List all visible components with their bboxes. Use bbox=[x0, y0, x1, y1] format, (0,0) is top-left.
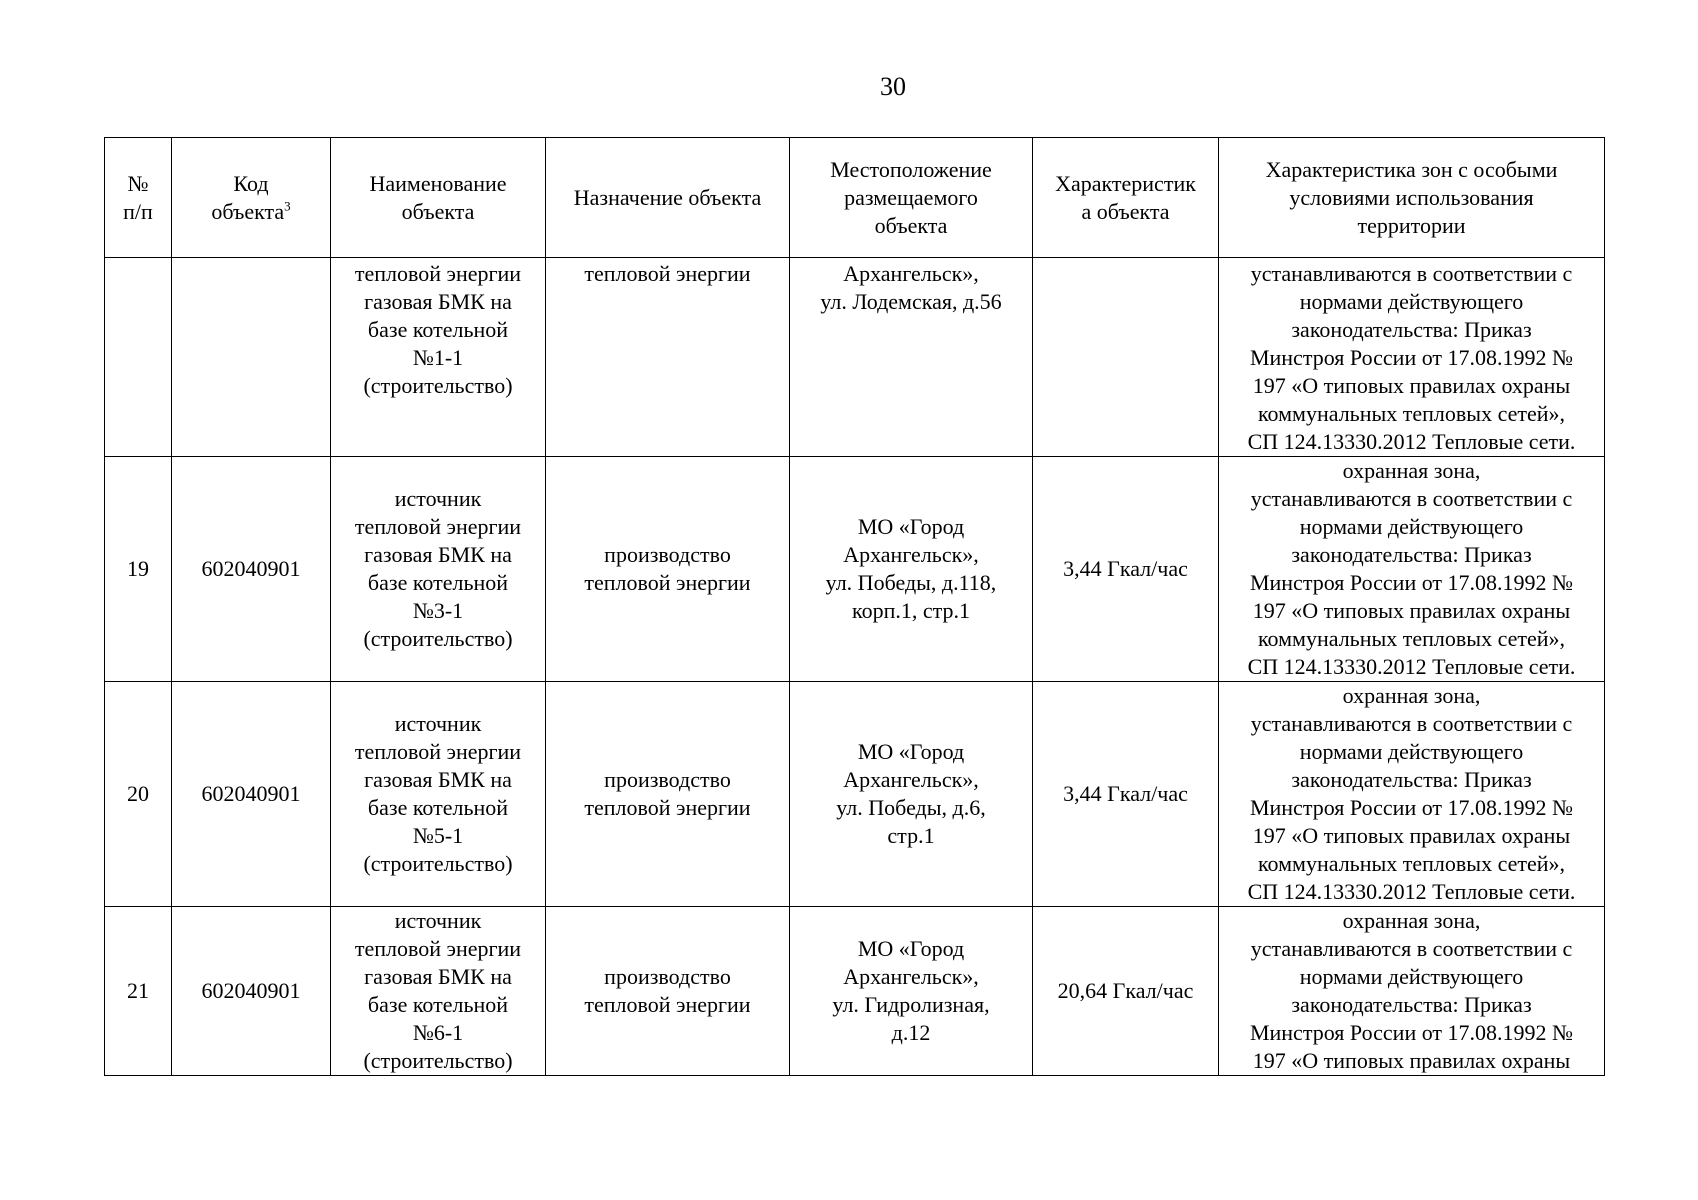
text-line: нормами действующего bbox=[1299, 964, 1524, 989]
header-purpose bbox=[546, 138, 790, 258]
text-line: тепловой энергии bbox=[584, 992, 751, 1017]
text-line: тепловой энергии bbox=[354, 514, 522, 539]
text-line: (строительство) bbox=[363, 626, 513, 651]
text-line: законодательства: Приказ bbox=[1291, 317, 1532, 342]
header-zones bbox=[1219, 138, 1605, 258]
text-line: законодательства: Приказ bbox=[1291, 542, 1532, 567]
page-number: 30 bbox=[880, 72, 906, 101]
text-line: тепловой энергии bbox=[354, 261, 522, 286]
text-line: 197 «О типовых правилах охраны bbox=[1252, 598, 1571, 623]
text-line: нормами действующего bbox=[1299, 739, 1524, 764]
text-line: объекта bbox=[874, 212, 948, 238]
text-line: Минстроя России от 17.08.1992 № bbox=[1249, 795, 1574, 820]
cell-zones bbox=[1219, 907, 1605, 1076]
text-line: нормами действующего bbox=[1299, 514, 1524, 539]
text-line: законодательства: Приказ bbox=[1291, 992, 1532, 1017]
cell-location bbox=[790, 682, 1033, 907]
text-line: Архангельск», bbox=[843, 767, 979, 792]
text-line: ул. Победы, д.118, bbox=[825, 570, 997, 595]
text-line: (строительство) bbox=[363, 373, 513, 398]
header-num bbox=[105, 138, 172, 258]
text-line: стр.1 bbox=[887, 823, 935, 848]
text-line: коммунальных тепловых сетей», bbox=[1257, 626, 1566, 651]
text-line: базе котельной bbox=[367, 570, 509, 595]
text-line: №3-1 bbox=[412, 598, 464, 623]
cell-zones bbox=[1219, 682, 1605, 907]
text-line: ул. Победы, д.6, bbox=[836, 795, 986, 820]
cell-num bbox=[105, 258, 172, 457]
cell-characteristic: 3,44 Гкал/час bbox=[1033, 682, 1219, 907]
text-line: МО «Город bbox=[857, 739, 965, 764]
text-line: Минстроя России от 17.08.1992 № bbox=[1249, 1020, 1574, 1045]
text-line: газовая БМК на bbox=[364, 767, 512, 792]
cell-purpose bbox=[546, 682, 790, 907]
header-code bbox=[172, 138, 331, 258]
text-line: условиями использования bbox=[1289, 184, 1534, 210]
cell-characteristic bbox=[1033, 258, 1219, 457]
text-line: СП 124.13330.2012 Тепловые сети. bbox=[1247, 654, 1576, 679]
text-line: Наименование bbox=[369, 170, 507, 196]
text-line: Архангельск», bbox=[843, 261, 979, 286]
text-line: №5-1 bbox=[412, 823, 464, 848]
text-line: источник bbox=[394, 908, 482, 933]
table-row bbox=[105, 258, 1605, 457]
cell-purpose bbox=[546, 907, 790, 1076]
cell-zones bbox=[1219, 258, 1605, 457]
cell-code: 602040901 bbox=[172, 907, 331, 1076]
text-line: (строительство) bbox=[363, 1048, 513, 1073]
cell-characteristic: 3,44 Гкал/час bbox=[1033, 457, 1219, 682]
header-location bbox=[790, 138, 1033, 258]
cell-code bbox=[172, 258, 331, 457]
cell-code: 602040901 bbox=[172, 457, 331, 682]
text-line: тепловой энергии bbox=[584, 795, 751, 820]
text-line: коммунальных тепловых сетей», bbox=[1257, 851, 1566, 876]
text-line: базе котельной bbox=[367, 317, 509, 342]
cell-num: 20 bbox=[105, 682, 172, 907]
text-line: ул. Гидролизная, bbox=[832, 992, 990, 1017]
table-row bbox=[105, 457, 1605, 682]
text-line: Минстроя России от 17.08.1992 № bbox=[1249, 345, 1574, 370]
text-line: тепловой энергии bbox=[584, 570, 751, 595]
text-line: базе котельной bbox=[367, 992, 509, 1017]
text-line: Минстроя России от 17.08.1992 № bbox=[1249, 570, 1574, 595]
text-line: Характеристика зон с особыми bbox=[1265, 156, 1558, 182]
text-line: размещаемого bbox=[844, 184, 978, 210]
text-line: (строительство) bbox=[363, 851, 513, 876]
objects-table bbox=[104, 137, 1605, 1076]
text-line: охранная зона, bbox=[1342, 458, 1481, 483]
text-line: ул. Лодемская, д.56 bbox=[820, 289, 1002, 314]
text-line: Архангельск», bbox=[843, 542, 979, 567]
text-line: тепловой энергии bbox=[584, 261, 751, 286]
header-name bbox=[331, 138, 546, 258]
text-line: 197 «О типовых правилах охраны bbox=[1252, 373, 1571, 398]
cell-code: 602040901 bbox=[172, 682, 331, 907]
text-line: коммунальных тепловых сетей», bbox=[1257, 401, 1566, 426]
table-row bbox=[105, 682, 1605, 907]
text-line: производство bbox=[604, 964, 731, 989]
cell-location bbox=[790, 907, 1033, 1076]
text-line: газовая БМК на bbox=[364, 964, 512, 989]
text-line: охранная зона, bbox=[1342, 908, 1481, 933]
text-line: газовая БМК на bbox=[364, 542, 512, 567]
cell-name bbox=[331, 682, 546, 907]
cell-name bbox=[331, 457, 546, 682]
text-line: №1-1 bbox=[412, 345, 464, 370]
text-line: производство bbox=[604, 767, 731, 792]
text-line: п/п bbox=[123, 198, 153, 224]
text-line: базе котельной bbox=[367, 795, 509, 820]
text-line: источник bbox=[394, 486, 482, 511]
text-line: устанавливаются в соответствии с bbox=[1250, 711, 1573, 736]
table-header-row bbox=[105, 138, 1605, 258]
cell-purpose bbox=[546, 258, 790, 457]
text-line: нормами действующего bbox=[1299, 289, 1524, 314]
text-line: тепловой энергии bbox=[354, 739, 522, 764]
cell-name bbox=[331, 258, 546, 457]
text-line: 197 «О типовых правилах охраны bbox=[1252, 823, 1571, 848]
table-row bbox=[105, 907, 1605, 1076]
text-line: МО «Город bbox=[857, 936, 965, 961]
text-line: 197 «О типовых правилах охраны bbox=[1252, 1048, 1571, 1073]
cell-purpose bbox=[546, 457, 790, 682]
text-line: источник bbox=[394, 711, 482, 736]
text-line: устанавливаются в соответствии с bbox=[1250, 936, 1573, 961]
text-line: устанавливаются в соответствии с bbox=[1250, 261, 1573, 286]
cell-num: 21 bbox=[105, 907, 172, 1076]
text-line: №6-1 bbox=[412, 1020, 464, 1045]
text-line: законодательства: Приказ bbox=[1291, 767, 1532, 792]
cell-num: 19 bbox=[105, 457, 172, 682]
cell-location bbox=[790, 258, 1033, 457]
text-line: № bbox=[127, 170, 149, 196]
text-line: корп.1, стр.1 bbox=[852, 598, 970, 623]
text-line: газовая БМК на bbox=[364, 289, 512, 314]
text-line: устанавливаются в соответствии с bbox=[1250, 486, 1573, 511]
text-line: МО «Город bbox=[857, 514, 965, 539]
text-line: СП 124.13330.2012 Тепловые сети. bbox=[1247, 879, 1576, 904]
header-code-label-2: объекта bbox=[211, 198, 285, 224]
cell-location bbox=[790, 457, 1033, 682]
text-line: территории bbox=[1357, 212, 1466, 238]
text-line: СП 124.13330.2012 Тепловые сети. bbox=[1247, 429, 1576, 454]
text-line: тепловой энергии bbox=[354, 936, 522, 961]
cell-zones bbox=[1219, 457, 1605, 682]
text-line: Архангельск», bbox=[843, 964, 979, 989]
header-code-label: Код bbox=[233, 170, 269, 196]
text-line: производство bbox=[604, 542, 731, 567]
text-line: охранная зона, bbox=[1342, 683, 1481, 708]
text-line: д.12 bbox=[891, 1020, 931, 1045]
footnote-marker: 3 bbox=[284, 198, 291, 214]
text-line: а объекта bbox=[1081, 198, 1170, 224]
cell-characteristic: 20,64 Гкал/час bbox=[1033, 907, 1219, 1076]
text-line: Характеристик bbox=[1055, 170, 1196, 196]
text-line: Назначение объекта bbox=[573, 184, 762, 210]
cell-name bbox=[331, 907, 546, 1076]
text-line: Местоположение bbox=[830, 156, 992, 182]
header-characteristic bbox=[1033, 138, 1219, 258]
text-line: объекта bbox=[401, 198, 475, 224]
